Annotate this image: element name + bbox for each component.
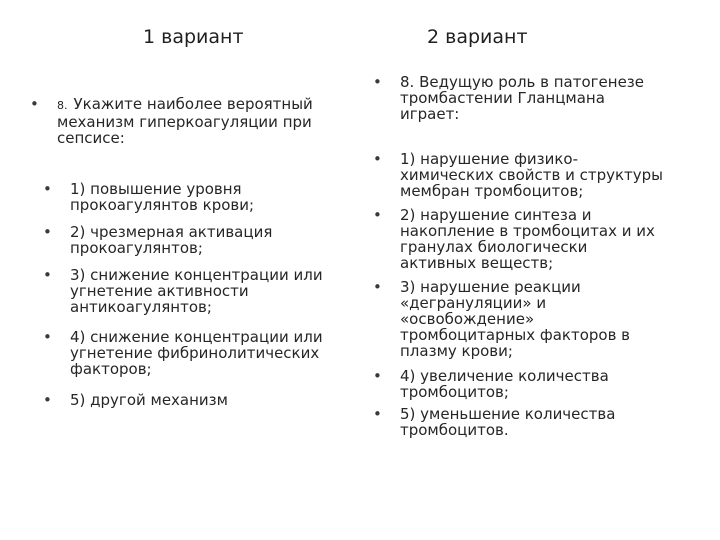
right-answer-5-line-1: 5) уменьшение количества xyxy=(400,405,616,423)
right-answer-2-line-1: 2) нарушение синтеза и xyxy=(400,206,592,224)
left-answer-4-line-2: угнетение фибринолитических xyxy=(70,344,320,362)
left-answer-3-line-3: антикоагулянтов; xyxy=(70,298,212,316)
right-answer-3-line-5: плазму крови; xyxy=(400,342,513,360)
bullet: • xyxy=(43,391,52,409)
right-question-line-3: играет: xyxy=(400,105,460,123)
right-answer-1-line-1: 1) нарушение физико- xyxy=(400,150,579,168)
variant-1-title: 1 вариант xyxy=(143,26,244,48)
variant-2-title: 2 вариант xyxy=(427,26,528,48)
right-answer-3-line-2: «дегрануляции» и xyxy=(400,294,547,312)
left-question-line-3: сепсисе: xyxy=(57,129,125,147)
right-answer-2-line-2: накопление в тромбоцитах и их xyxy=(400,222,655,240)
bullet: • xyxy=(373,278,382,296)
left-answer-2-line-1: 2) чрезмерная активация xyxy=(70,223,273,241)
left-answer-3-line-1: 3) снижение концентрации или xyxy=(70,266,323,284)
right-answer-1-line-2: химических свойств и структуры xyxy=(400,166,664,184)
bullet: • xyxy=(43,328,52,346)
left-answer-4-line-1: 4) снижение концентрации или xyxy=(70,328,323,346)
bullet: • xyxy=(30,95,39,113)
left-question-line-1 xyxy=(57,96,313,114)
left-answer-5-line-1: 5) другой механизм xyxy=(70,391,228,409)
bullet: • xyxy=(373,206,382,224)
bullet: • xyxy=(373,405,382,423)
left-question-number: 8. xyxy=(57,99,68,112)
right-answer-3-line-1: 3) нарушение реакции xyxy=(400,278,581,296)
bullet: • xyxy=(373,73,382,91)
left-answer-4-line-3: факторов; xyxy=(70,360,152,378)
right-answer-2-line-3: гранулах биологически xyxy=(400,238,588,256)
right-answer-4-line-1: 4) увеличение количества xyxy=(400,367,609,385)
right-question-line-1: 8. Ведущую роль в патогенезе xyxy=(400,73,645,91)
bullet: • xyxy=(43,223,52,241)
left-answer-1-line-2: прокоагулянтов крови; xyxy=(70,196,255,214)
left-answer-1-line-1: 1) повышение уровня xyxy=(70,180,242,198)
left-answer-3-line-2: угнетение активности xyxy=(70,282,249,300)
left-question-line-1-text: Укажите наиболее вероятный xyxy=(73,95,313,113)
right-answer-5-line-2: тромбоцитов. xyxy=(400,421,509,439)
left-question-line-2: механизм гиперкоагуляции при xyxy=(57,113,312,131)
left-answer-2-line-2: прокоагулянтов; xyxy=(70,239,203,257)
right-answer-3-line-4: тромбоцитарных факторов в xyxy=(400,326,631,344)
right-answer-1-line-3: мембран тромбоцитов; xyxy=(400,182,584,200)
right-answer-4-line-2: тромбоцитов; xyxy=(400,383,509,401)
bullet: • xyxy=(373,367,382,385)
bullet: • xyxy=(43,180,52,198)
bullet: • xyxy=(373,150,382,168)
right-answer-2-line-4: активных веществ; xyxy=(400,254,554,272)
right-answer-3-line-3: «освобождение» xyxy=(400,310,535,328)
bullet: • xyxy=(43,266,52,284)
right-question-line-2: тромбастении Гланцмана xyxy=(400,89,605,107)
